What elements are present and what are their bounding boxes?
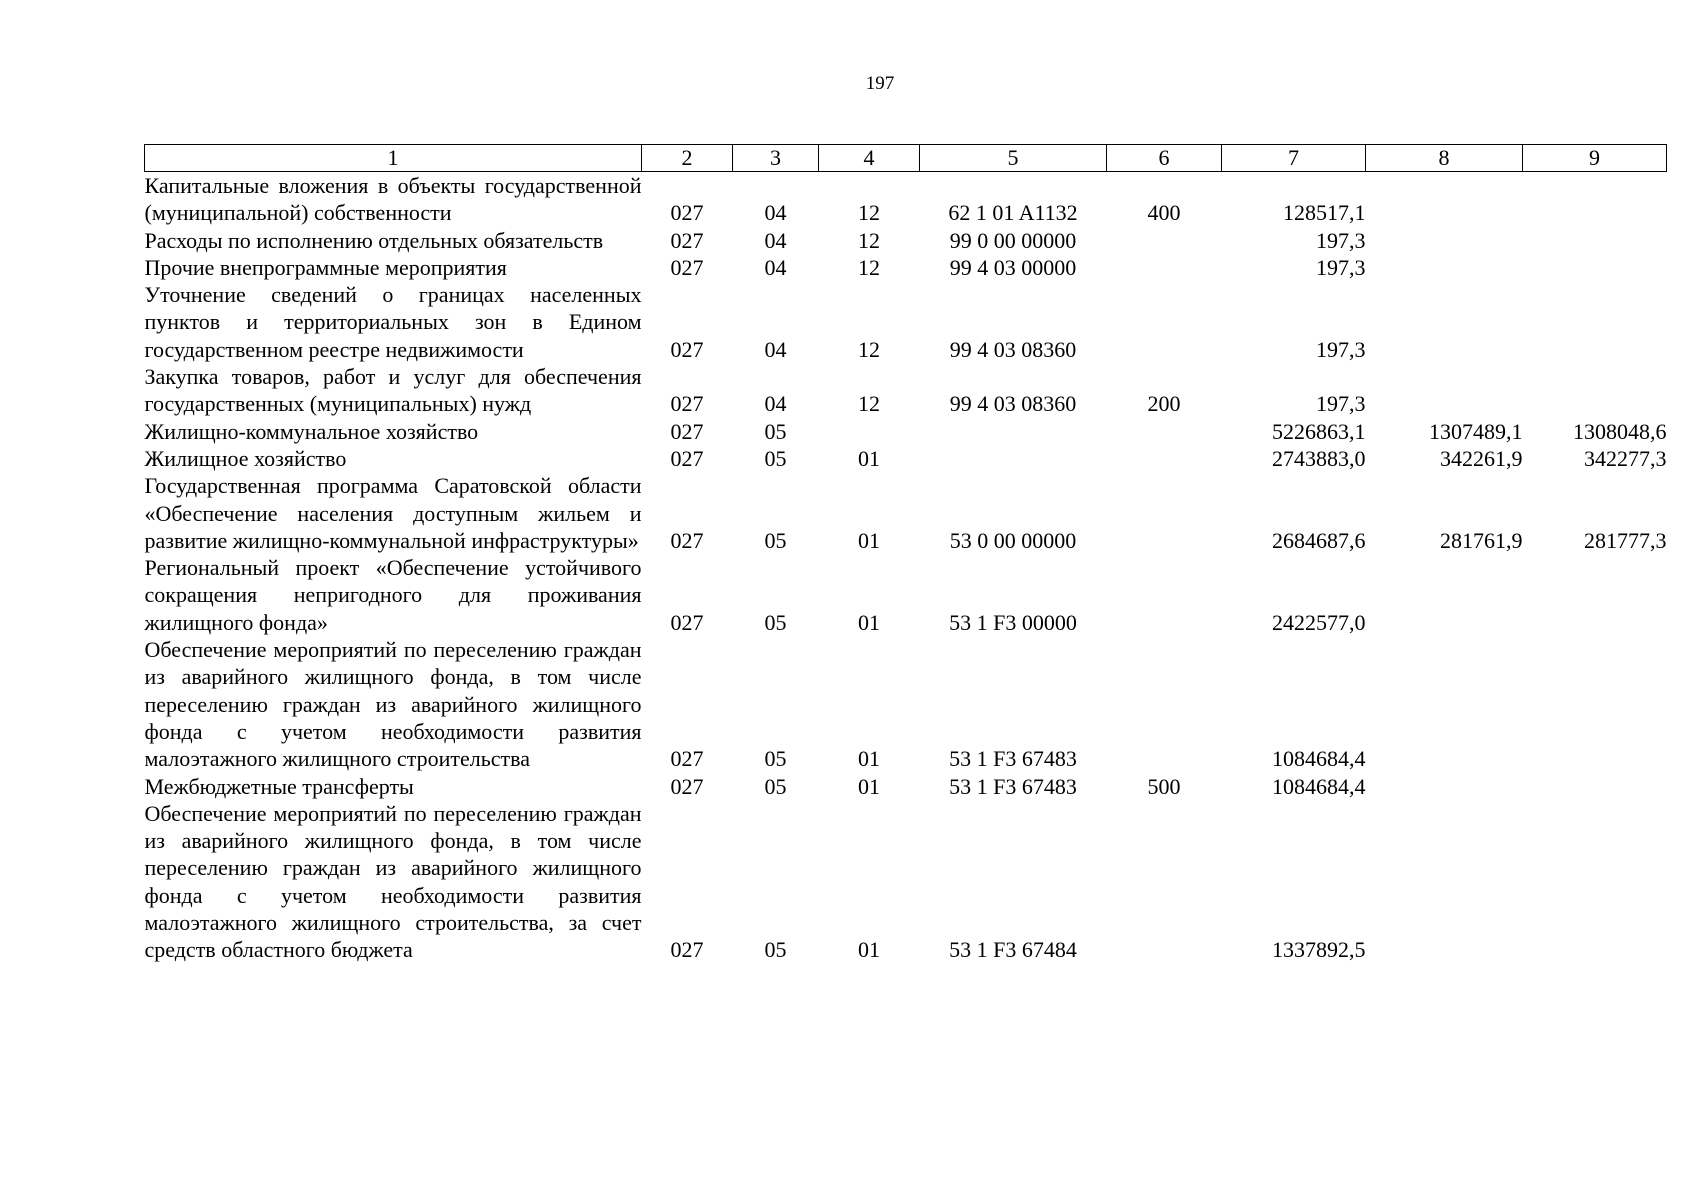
- row-target-item-cell: 53 1 F3 00000: [949, 609, 1077, 635]
- row-subsection-cell: 01: [858, 609, 880, 635]
- row-expense-type-cell: [1107, 472, 1222, 554]
- row-target-item-cell: 99 4 03 08360: [949, 391, 1077, 417]
- row-amount-cell: [1366, 773, 1523, 800]
- row-target-item-cell: 53 1 F3 67483: [949, 746, 1077, 772]
- row-section-cell: 05: [764, 746, 787, 772]
- row-amount-cell: [1366, 636, 1523, 772]
- row-expense-type-cell: [1107, 636, 1222, 772]
- row-amount-cell: [1523, 636, 1667, 772]
- row-amount-cell: [1366, 363, 1523, 418]
- row-section-cell: 05: [764, 527, 787, 553]
- row-subsection-cell: 01: [858, 527, 880, 553]
- row-name-cell: Региональный проект «Обеспечение устойчивого сокращения непригодного для проживания жилищного фонда»: [144, 555, 642, 635]
- row-amount-cell: 2743883,0: [1272, 445, 1366, 471]
- table-row: [145, 554, 1667, 636]
- row-expense-type-cell: 500: [1147, 773, 1181, 799]
- row-amount-cell: 342277,3: [1584, 445, 1667, 471]
- table-body: [145, 172, 1667, 964]
- header-cell: 7: [1222, 145, 1366, 172]
- row-code-cell: 027: [670, 609, 704, 635]
- row-section-cell: 05: [764, 445, 787, 471]
- row-amount-cell: [1523, 773, 1667, 800]
- row-amount-cell: [1523, 554, 1667, 636]
- row-target-item-cell: 62 1 01 A1132: [948, 200, 1078, 226]
- row-amount-cell: [1366, 281, 1523, 363]
- row-section-cell: 05: [764, 937, 787, 963]
- row-target-item-cell: [920, 445, 1107, 472]
- table-row: [145, 472, 1667, 554]
- row-amount-cell: [1523, 281, 1667, 363]
- row-code-cell: 027: [670, 200, 704, 226]
- row-section-cell: 04: [764, 254, 787, 280]
- row-code-cell: 027: [670, 746, 704, 772]
- table-row: [145, 254, 1667, 281]
- header-cell: 1: [145, 145, 642, 172]
- header-cell: 9: [1523, 145, 1667, 172]
- row-code-cell: 027: [670, 418, 704, 444]
- row-name-cell: Капитальные вложения в объекты государственной (муниципальной) собственности: [144, 173, 642, 226]
- header-cell: 4: [819, 145, 920, 172]
- row-expense-type-cell: [1107, 281, 1222, 363]
- header-cell: 6: [1107, 145, 1222, 172]
- row-amount-cell: [1523, 363, 1667, 418]
- row-subsection-cell: 01: [858, 746, 880, 772]
- row-expense-type-cell: [1107, 418, 1222, 445]
- row-amount-cell: 281777,3: [1584, 527, 1667, 553]
- row-amount-cell: 1084684,4: [1272, 773, 1366, 799]
- row-name-cell: Жилищное хозяйство: [144, 445, 347, 471]
- row-amount-cell: 197,3: [1316, 336, 1366, 362]
- row-amount-cell: 342261,9: [1440, 445, 1523, 471]
- row-amount-cell: 2684687,6: [1272, 527, 1366, 553]
- row-name-cell: Межбюджетные трансферты: [144, 773, 414, 799]
- row-amount-cell: [1523, 227, 1667, 254]
- row-amount-cell: 2422577,0: [1272, 609, 1366, 635]
- row-code-cell: 027: [670, 527, 704, 553]
- row-name-cell: Обеспечение мероприятий по переселению граждан из аварийного жилищного фонда, в том числе переселению граждан из аварийного жилищного фонда с учетом необходимости развития малоэтажного жилищного строительства, за счет средств областного бюджета: [144, 800, 642, 963]
- row-expense-type-cell: [1107, 227, 1222, 254]
- row-subsection-cell: 12: [858, 227, 880, 253]
- row-amount-cell: 5226863,1: [1272, 418, 1366, 444]
- row-expense-type-cell: [1107, 445, 1222, 472]
- row-amount-cell: 1307489,1: [1429, 418, 1523, 444]
- row-name-cell: Закупка товаров, работ и услуг для обеспечения государственных (муниципальных) нужд: [144, 364, 642, 417]
- row-expense-type-cell: 400: [1147, 200, 1181, 226]
- row-subsection-cell: 12: [858, 336, 880, 362]
- row-target-item-cell: 99 4 03 00000: [949, 254, 1077, 280]
- row-subsection-cell: 01: [858, 937, 880, 963]
- row-target-item-cell: 53 1 F3 67484: [949, 937, 1077, 963]
- table-row: [145, 227, 1667, 254]
- row-amount-cell: 197,3: [1316, 391, 1366, 417]
- row-subsection-cell: 12: [858, 391, 880, 417]
- row-amount-cell: [1366, 172, 1523, 227]
- row-amount-cell: [1523, 172, 1667, 227]
- row-code-cell: 027: [670, 937, 704, 963]
- table-row: [145, 281, 1667, 363]
- table-row: [145, 636, 1667, 772]
- row-subsection-cell: [819, 418, 920, 445]
- row-section-cell: 05: [764, 418, 787, 444]
- row-section-cell: 04: [764, 200, 787, 226]
- row-expense-type-cell: 200: [1147, 391, 1181, 417]
- header-cell: 2: [642, 145, 733, 172]
- row-amount-cell: [1366, 227, 1523, 254]
- row-amount-cell: 197,3: [1316, 254, 1366, 280]
- row-section-cell: 04: [764, 336, 787, 362]
- row-target-item-cell: 53 0 00 00000: [949, 527, 1077, 553]
- row-amount-cell: [1523, 254, 1667, 281]
- header-cell: 8: [1366, 145, 1523, 172]
- row-subsection-cell: 12: [858, 200, 880, 226]
- table-row: [145, 363, 1667, 418]
- row-subsection-cell: 01: [858, 773, 880, 799]
- header-row: [145, 145, 1667, 172]
- budget-table: [144, 144, 1667, 964]
- row-amount-cell: [1366, 800, 1523, 964]
- row-subsection-cell: 12: [858, 254, 880, 280]
- row-name-cell: Обеспечение мероприятий по переселению граждан из аварийного жилищного фонда, в том числе переселению граждан из аварийного жилищного фонда с учетом необходимости развития малоэтажного жилищного строительства: [144, 637, 642, 772]
- row-section-cell: 05: [764, 773, 787, 799]
- row-target-item-cell: 99 0 00 00000: [949, 227, 1077, 253]
- row-section-cell: 04: [764, 227, 787, 253]
- row-code-cell: 027: [670, 773, 704, 799]
- table-row: [145, 418, 1667, 445]
- row-name-cell: Прочие внепрограммные мероприятия: [144, 254, 507, 280]
- row-expense-type-cell: [1107, 800, 1222, 964]
- row-amount-cell: 197,3: [1316, 227, 1366, 253]
- table-row: [145, 445, 1667, 472]
- table-row: [145, 800, 1667, 964]
- row-amount-cell: [1366, 254, 1523, 281]
- row-name-cell: Расходы по исполнению отдельных обязательств: [144, 227, 604, 253]
- row-amount-cell: 281761,9: [1440, 527, 1523, 553]
- row-code-cell: 027: [670, 227, 704, 253]
- table-row: [145, 773, 1667, 800]
- header-cell: 5: [920, 145, 1107, 172]
- row-code-cell: 027: [670, 336, 704, 362]
- row-code-cell: 027: [670, 254, 704, 280]
- row-target-item-cell: 53 1 F3 67483: [949, 773, 1077, 799]
- row-name-cell: Государственная программа Саратовской области «Обеспечение населения доступным жильем и развитие жилищно-коммунальной инфраструктуры»: [144, 473, 642, 553]
- row-code-cell: 027: [670, 445, 704, 471]
- row-name-cell: Уточнение сведений о границах населенных пунктов и территориальных зон в Едином государственном реестре недвижимости: [144, 282, 642, 362]
- row-section-cell: 05: [764, 609, 787, 635]
- row-amount-cell: [1366, 554, 1523, 636]
- row-target-item-cell: 99 4 03 08360: [949, 336, 1077, 362]
- row-code-cell: 027: [670, 391, 704, 417]
- row-expense-type-cell: [1107, 254, 1222, 281]
- row-subsection-cell: 01: [858, 445, 880, 471]
- row-amount-cell: 1084684,4: [1272, 746, 1366, 772]
- row-amount-cell: [1523, 800, 1667, 964]
- row-section-cell: 04: [764, 391, 787, 417]
- page-number: 197: [865, 73, 895, 94]
- row-amount-cell: 1337892,5: [1272, 937, 1366, 963]
- row-name-cell: Жилищно-коммунальное хозяйство: [144, 418, 479, 444]
- header-cell: 3: [733, 145, 819, 172]
- row-expense-type-cell: [1107, 554, 1222, 636]
- row-amount-cell: 128517,1: [1283, 200, 1366, 226]
- table-row: [145, 172, 1667, 227]
- row-target-item-cell: [920, 418, 1107, 445]
- row-amount-cell: 1308048,6: [1573, 418, 1667, 444]
